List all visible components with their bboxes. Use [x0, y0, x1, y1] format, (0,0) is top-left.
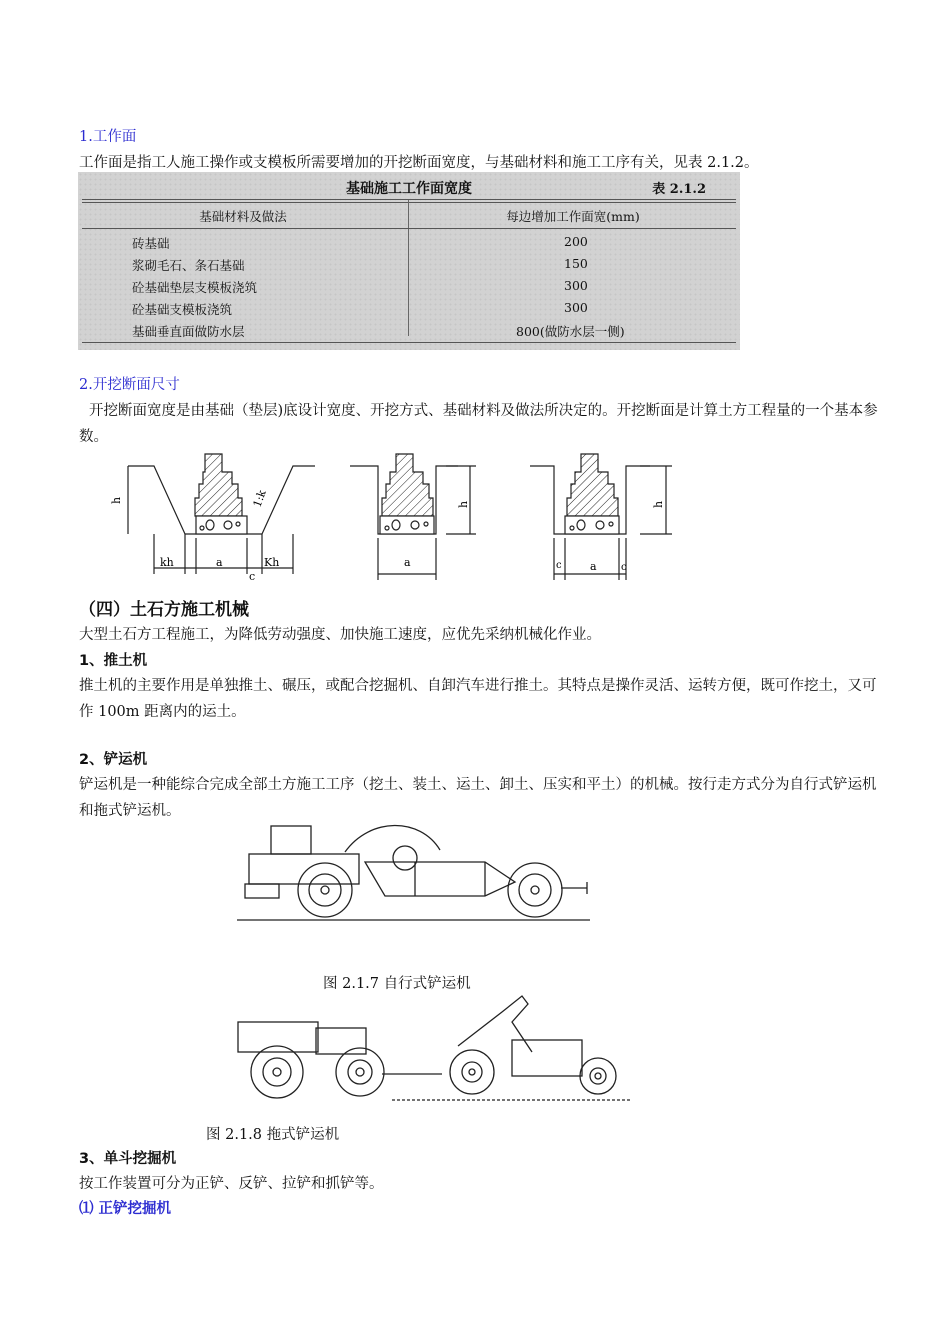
table-header-material: 基础材料及做法 [199, 209, 287, 224]
dim-label-a: a [590, 560, 597, 573]
table-title: 基础施工工作面宽度 [346, 181, 472, 197]
table-cell-width: 300 [564, 300, 588, 315]
dim-label-h: h [110, 496, 123, 504]
excavation-section-diagrams [110, 446, 690, 586]
figure-caption-towed-scraper: 图 2.1.8 拖式铲运机 [206, 1127, 340, 1143]
dim-label-a: a [404, 556, 411, 569]
heading-bulldozer: 1、推土机 [79, 653, 148, 669]
self-propelled-scraper-illustration [235, 822, 595, 934]
paragraph-excavator: 按工作装置可分为正铲、反铲、拉铲和抓铲等。 [79, 1176, 384, 1192]
dim-label-c: c [621, 562, 627, 573]
table-header-rule [82, 228, 736, 229]
section-heading-excavation-size: 2.开挖断面尺寸 [79, 377, 180, 393]
table-cell-material: 基础垂直面做防水层 [132, 324, 245, 339]
table-cell-width: 300 [564, 278, 588, 293]
dim-label-c: c [556, 560, 562, 571]
subheading-face-shovel: ⑴ 正铲挖掘机 [79, 1201, 172, 1217]
table-cell-material: 砼基础垫层支模板浇筑 [132, 280, 258, 295]
table-cell-width: 150 [564, 256, 588, 271]
heading-scraper: 2、铲运机 [79, 752, 148, 768]
dim-label-Kh: Kh [264, 556, 280, 569]
dim-label-slope: 1:k [250, 488, 269, 510]
dim-label-a: a [216, 556, 223, 569]
dim-label-kh: kh [160, 556, 174, 569]
table-bottom-rule [82, 342, 736, 343]
table-number: 表 2.1.2 [652, 182, 706, 197]
table-cell-width: 200 [564, 234, 588, 249]
table-header-width: 每边增加工作面宽(mm) [506, 209, 640, 224]
trench-vertical-working-face [530, 454, 672, 580]
heading-excavator: 3、单斗挖掘机 [79, 1151, 177, 1167]
dim-label-h: h [457, 500, 470, 508]
figure-caption-self-propelled-scraper: 图 2.1.7 自行式铲运机 [323, 976, 471, 992]
paragraph-bulldozer: 推土机的主要作用是单独推土、碾压，或配合挖掘机、自卸汽车进行推土。其特点是操作灵活、运转方便，既可作挖土，又可作 100m 距离内的运土。 [79, 678, 877, 720]
table-top-rule-2 [82, 202, 736, 203]
paragraph-work-face: 工作面是指工人施工操作或支模板所需要增加的开挖断面宽度，与基础材料和施工工序有关，见表 2.1.2。 [79, 155, 759, 171]
table-work-face-width [78, 172, 740, 350]
paragraph-excavation-size: 开挖断面宽度是由基础（垫层)底设计宽度、开挖方式、基础材料及做法所决定的。开挖断面是计算土方工程量的一个基本参数。 [79, 403, 878, 445]
section-heading-work-face: 1.工作面 [79, 129, 137, 145]
paragraph-machinery: 大型土石方工程施工，为降低劳动强度、加快施工速度，应优先采纳机械化作业。 [79, 627, 601, 643]
dim-label-h: h [652, 500, 665, 508]
table-cell-width: 800(做防水层一侧) [516, 324, 625, 339]
table-cell-material: 砼基础支模板浇筑 [132, 302, 233, 317]
table-cell-material: 浆砌毛石、条石基础 [132, 258, 245, 273]
paragraph-scraper: 铲运机是一种能综合完成全部土方施工工序（挖土、装土、运土、卸土、压实和平土）的机械。按行走方式分为自行式铲运机和拖式铲运机。 [79, 777, 877, 819]
towed-scraper-illustration [232, 992, 632, 1108]
section-heading-machinery: （四）土石方施工机械 [79, 600, 249, 620]
dim-label-c: c [249, 570, 256, 583]
table-cell-material: 砖基础 [132, 236, 170, 251]
table-top-rule [82, 199, 736, 200]
trench-vertical [350, 454, 476, 580]
